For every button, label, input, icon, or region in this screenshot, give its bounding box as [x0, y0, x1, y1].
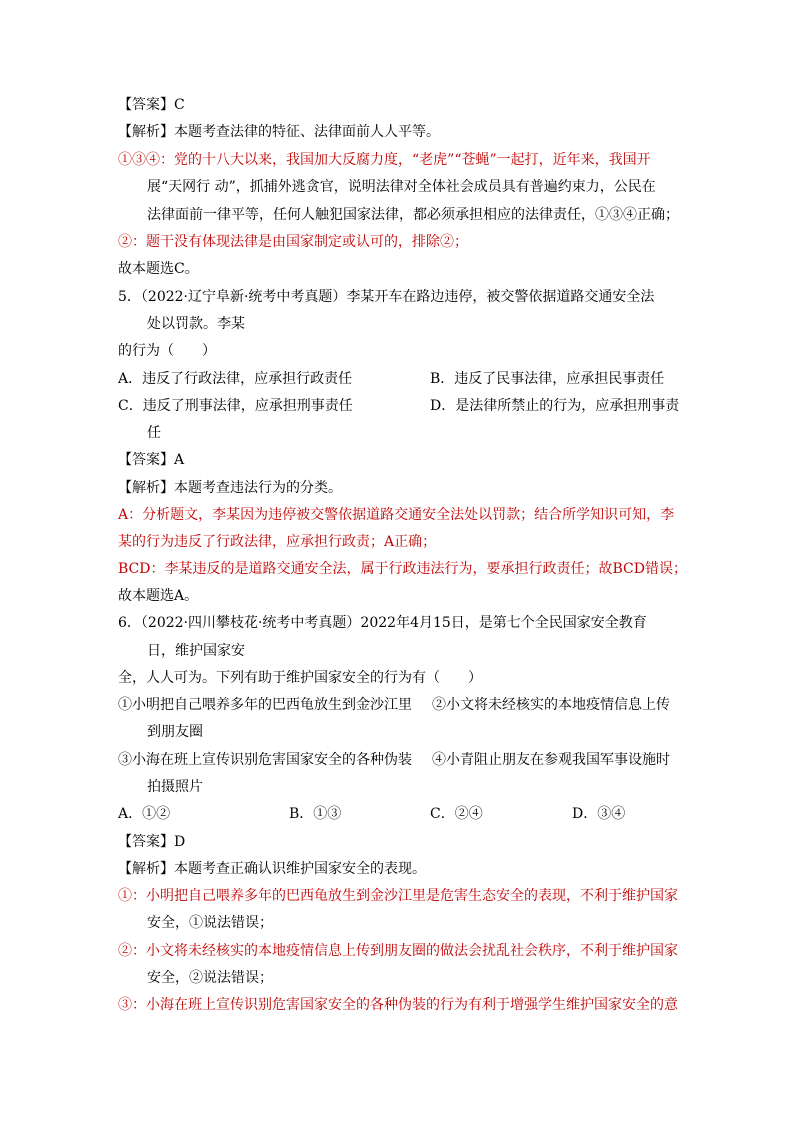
q5-option-d-line2: 任 — [147, 425, 161, 441]
q5-stem-line3: 的行为（ ） — [118, 343, 216, 359]
answer-value: C — [174, 97, 185, 113]
q5-answer-line — [118, 450, 184, 470]
q4-analysis-p1-line2: 展“天网行 动”，抓捕外逃贪官，说明法律对全体社会成员具有普遍约束力，公民在 — [147, 179, 656, 195]
q5-analysis-line — [118, 478, 342, 498]
analysis-tag: 【解析】 — [118, 861, 174, 877]
q6-item-1: ①小明把自己喂养多年的巴西龟放生到金沙江里 — [118, 697, 412, 713]
q6-item-2-line2: 到朋友圈 — [147, 724, 203, 740]
q6-stem-line1: 6．（2022·四川攀枝花·统考中考真题）2022年4月15日，是第七个全民国家安全教育 — [118, 615, 647, 631]
q4-analysis-p1-line3: 法律面前一律平等，任何人触犯国家法律，都必须承担相应的法律责任，①③④正确； — [147, 207, 679, 223]
q6-analysis-p3-line1: ③：小海在班上宣传识别危害国家安全的各种伪装的行为有利于增强学生维护国家安全的意 — [118, 997, 678, 1013]
q6-analysis-p1-line1: ①：小明把自己喂养多年的巴西龟放生到金沙江里是危害生态安全的表现，不利于维护国家 — [118, 888, 678, 904]
analysis-intro: 本题考查违法行为的分类。 — [174, 480, 342, 496]
q6-analysis-p2-line2: 安全，②说法错误； — [147, 970, 273, 986]
answer-tag: 【答案】 — [118, 452, 174, 468]
q6-item-4-line2: 拍摄照片 — [147, 779, 203, 795]
analysis-tag: 【解析】 — [118, 480, 174, 496]
q5-option-a: A．违反了行政法律，应承担行政责任 — [118, 371, 353, 387]
answer-value: D — [174, 834, 186, 850]
q5-option-c: C．违反了刑事法律，应承担刑事责任 — [118, 398, 353, 414]
q5-option-b: B．违反了民事法律，应承担民事责任 — [430, 371, 665, 387]
q5-stem-line1: 5．（2022·辽宁阜新·统考中考真题）李某开车在路边违停，被交警依据道路交通安全法 — [118, 289, 655, 305]
q4-analysis-p2: ②：题干没有体现法律是由国家制定或认可的，排除②； — [118, 234, 468, 250]
q6-answer-line — [118, 832, 185, 852]
q6-stem-line3: 全，人人可为。下列有助于维护国家安全的行为有（ ） — [118, 670, 482, 686]
q5-analysis-p1-line1: A：分析题文，李某因为违停被交警依据道路交通安全法处以罚款；结合所学知识可知，李 — [118, 507, 675, 523]
analysis-intro: 本题考查正确认识维护国家安全的表现。 — [174, 861, 426, 877]
q6-stem-line2: 日，维护国家安 — [147, 643, 245, 659]
answer-tag: 【答案】 — [118, 834, 174, 850]
q5-option-d-line1: D．是法律所禁止的行为，应承担刑事责 — [430, 398, 680, 414]
answer-value: A — [174, 452, 185, 468]
q6-item-2-line1: ②小文将未经核实的本地疫情信息上传 — [432, 697, 670, 713]
q6-option-a: A．①② — [118, 806, 171, 822]
q4-conclusion: 故本题选C。 — [118, 261, 199, 277]
q4-analysis-p1-line1: ①③④：党的十八大以来，我国加大反腐力度，“老虎”“苍蝇”一起打，近年来，我国开 — [118, 152, 651, 168]
q6-analysis-line — [118, 859, 426, 879]
q5-stem-line2: 处以罚款。李某 — [147, 316, 245, 332]
q5-analysis-p1-line2: 某的行为违反了行政法律，应承担行政责；A正确； — [118, 534, 437, 550]
q6-item-4-line1: ④小青阻止朋友在参观我国军事设施时 — [432, 752, 670, 768]
q6-option-c: C．②④ — [430, 806, 483, 822]
q4-analysis-line — [118, 122, 440, 142]
q4-answer-line — [118, 95, 185, 115]
q6-option-b: B．①③ — [289, 806, 342, 822]
q6-analysis-p1-line2: 安全，①说法错误； — [147, 915, 273, 931]
q6-analysis-p2-line1: ②：小文将未经核实的本地疫情信息上传到朋友圈的做法会扰乱社会秩序，不利于维护国家 — [118, 943, 678, 959]
analysis-tag: 【解析】 — [118, 124, 174, 140]
analysis-intro: 本题考查法律的特征、法律面前人人平等。 — [174, 124, 440, 140]
q5-analysis-p2: BCD：李某违反的是道路交通安全法，属于行政违法行为，要承担行政责任；故BCD错误； — [118, 561, 687, 577]
q5-conclusion: 故本题选A。 — [118, 588, 199, 604]
q6-item-3: ③小海在班上宣传识别危害国家安全的各种伪装 — [118, 752, 412, 768]
q6-option-d: D．③④ — [572, 806, 626, 822]
answer-tag: 【答案】 — [118, 97, 174, 113]
